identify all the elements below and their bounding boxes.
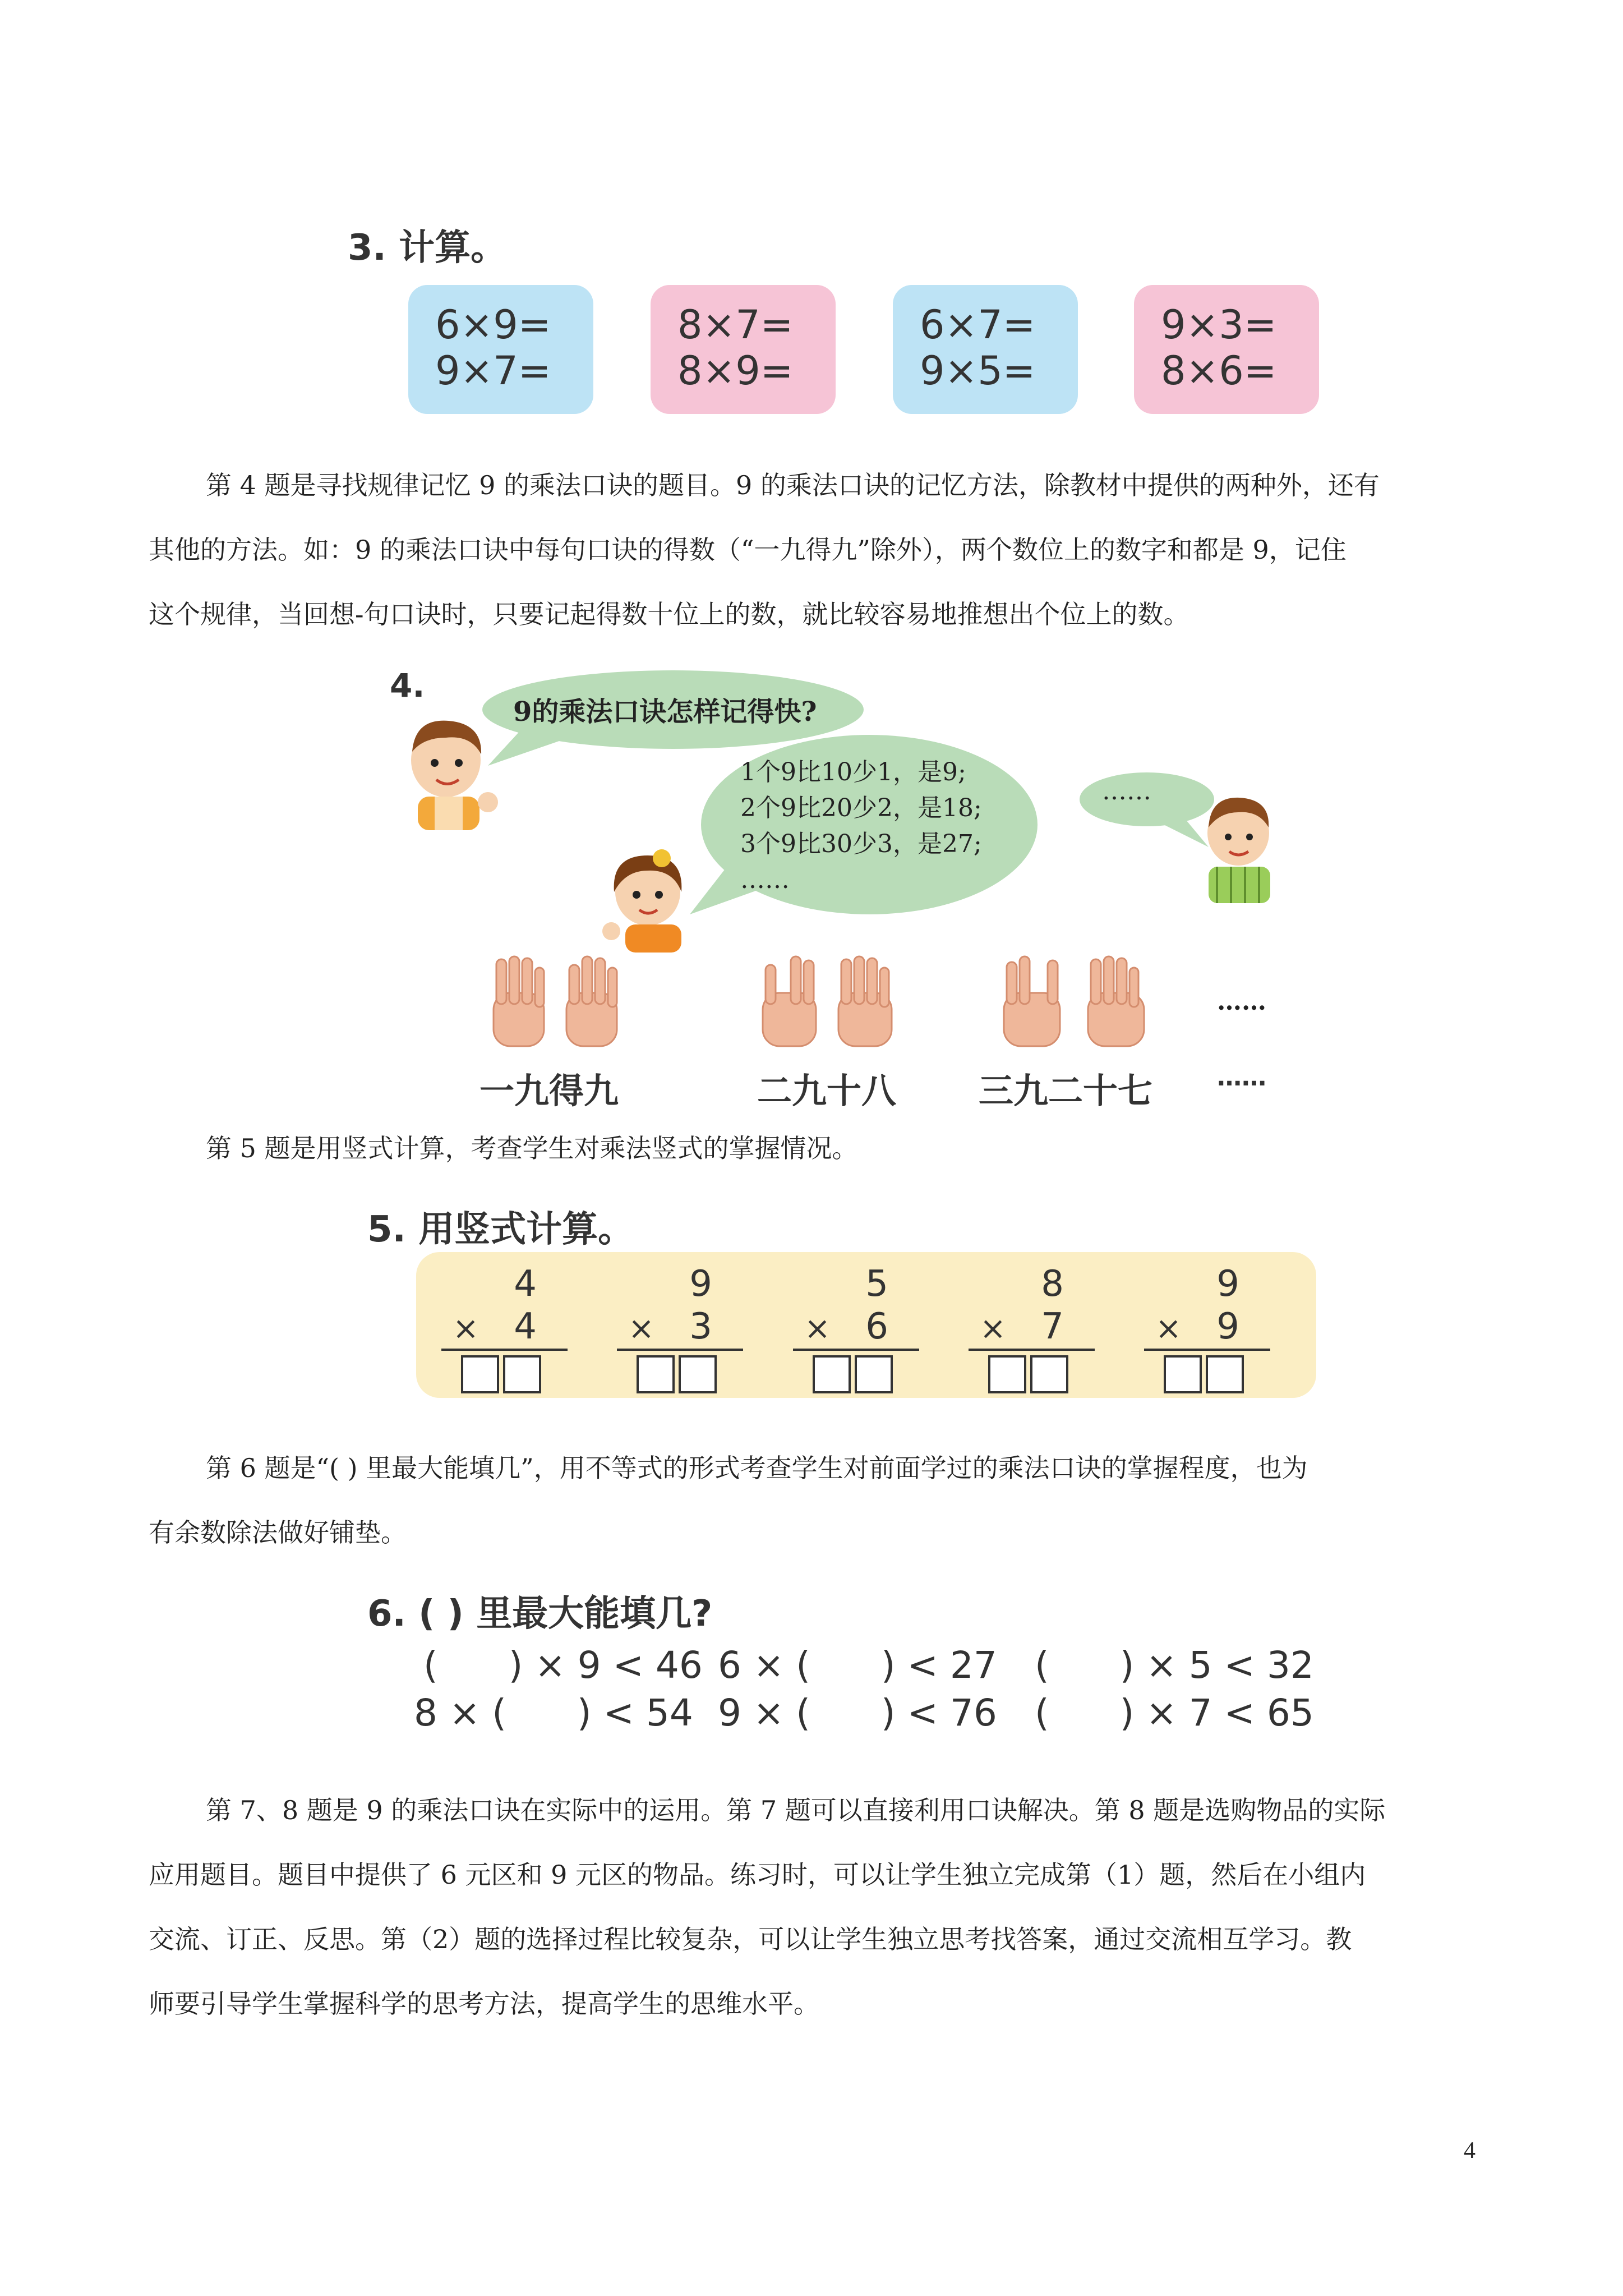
calc-card-1-line2: 9×7= — [435, 348, 551, 394]
multiplicand: 9 — [689, 1263, 712, 1305]
bubble-2-line: 1个9比10少1，是9; — [740, 758, 966, 786]
calc-card-2-line1: 8×7= — [677, 302, 794, 348]
hand-label-2: 二九十八 — [757, 1070, 897, 1111]
calc-card-3-line1: 6×7= — [920, 302, 1036, 348]
vertical-problem-3 — [793, 1252, 922, 1381]
boy-2-character-icon — [1195, 791, 1284, 903]
girl-character-icon — [594, 841, 707, 954]
multiplicand: 5 — [865, 1263, 888, 1305]
inequality-6: ( ) × 7 < 65 — [1035, 1691, 1314, 1734]
multiplier: 4 — [514, 1306, 537, 1347]
vertical-calc-panel — [416, 1252, 1316, 1398]
answer-box[interactable] — [813, 1355, 851, 1393]
calc-card-1-line1: 6×9= — [435, 302, 551, 348]
times-sign: × — [804, 1310, 831, 1347]
q3-title: 3. 计算。 — [348, 227, 507, 269]
calc-card-4 — [1134, 285, 1319, 414]
multiplicand: 8 — [1041, 1263, 1064, 1305]
times-sign: × — [453, 1310, 479, 1347]
bubble-2-line: …… — [740, 866, 790, 894]
hand-label-4: …… — [1217, 1063, 1266, 1092]
multiplier: 6 — [865, 1306, 888, 1347]
paragraph-line: 有余数除法做好铺垫。 — [149, 1517, 407, 1548]
paragraph-line: 这个规律，当回想-句口诀时，只要记起得数十位上的数，就比较容易地推想出个位上的数。 — [149, 599, 1189, 629]
paragraph-q7-q8 — [149, 1778, 1495, 2036]
times-sign: × — [1155, 1310, 1182, 1347]
paragraph-line: 其他的方法。如：9 的乘法口诀中每句口诀的得数（“一九得九”除外），两个数位上的数字和都是 9，记住 — [149, 535, 1347, 565]
vertical-problem-5 — [1144, 1252, 1273, 1381]
q4-number: 4. — [390, 666, 425, 705]
hands-2-icon — [757, 954, 903, 1049]
result-line — [1144, 1349, 1270, 1351]
calc-card-4-line1: 9×3= — [1161, 302, 1277, 348]
q5-title: 5. 用竖式计算。 — [367, 1209, 634, 1250]
vertical-problem-1 — [441, 1252, 570, 1381]
calc-card-3-line2: 9×5= — [920, 348, 1036, 394]
bubble-3-text: …… — [1102, 777, 1151, 806]
paragraph-line: 第 7、8 题是 9 的乘法口诀在实际中的运用。第 7 题可以直接利用口诀解决。第 8 题是选购物品的实际 — [206, 1795, 1386, 1825]
calc-card-3 — [893, 285, 1078, 414]
result-line — [441, 1349, 568, 1351]
paragraph-line: 第 6 题是“( ) 里最大能填几”，用不等式的形式考查学生对前面学过的乘法口诀的掌握程度，也为 — [206, 1453, 1308, 1483]
bubble-1-text: 9的乘法口诀怎样记得快? — [513, 696, 817, 728]
inequality-1: ( ) × 9 < 46 — [423, 1644, 703, 1687]
paragraph-q4-intro — [149, 453, 1495, 647]
result-line — [793, 1349, 919, 1351]
answer-box[interactable] — [1206, 1355, 1244, 1393]
multiplier: 7 — [1041, 1306, 1064, 1347]
inequality-3: ( ) × 5 < 32 — [1035, 1644, 1314, 1687]
calc-card-2-line2: 8×9= — [677, 348, 794, 394]
q6-title: 6. ( ) 里最大能填几? — [367, 1593, 713, 1635]
answer-box[interactable] — [637, 1355, 675, 1393]
bubble-2-line: 3个9比30少3，是27; — [740, 830, 982, 858]
times-sign: × — [628, 1310, 654, 1347]
answer-box[interactable] — [1164, 1355, 1202, 1393]
multiplicand: 4 — [514, 1263, 537, 1305]
answer-box[interactable] — [988, 1355, 1026, 1393]
result-line — [617, 1349, 743, 1351]
hands-3-icon — [998, 954, 1155, 1049]
paragraph-line: 第 4 题是寻找规律记忆 9 的乘法口诀的题目。9 的乘法口诀的记忆方法，除教材中提供的两种外，还有 — [206, 470, 1380, 500]
calc-card-4-line2: 8×6= — [1161, 348, 1277, 394]
paragraph-q5-intro — [206, 1116, 1496, 1181]
vertical-problem-2 — [617, 1252, 746, 1381]
multiplicand: 9 — [1216, 1263, 1239, 1305]
inequality-4: 8 × ( ) < 54 — [414, 1691, 693, 1734]
paragraph-line: 交流、订正、反思。第（2）题的选择过程比较复杂，可以让学生独立思考找答案，通过交流相互学习。教 — [149, 1924, 1352, 1954]
hands-1-icon — [488, 954, 628, 1049]
answer-box[interactable] — [1030, 1355, 1068, 1393]
paragraph-line: 应用题目。题目中提供了 6 元区和 9 元区的物品。练习时，可以让学生独立完成第（1）题，然后在小组内 — [149, 1860, 1366, 1890]
hand-label-3: 三九二十七 — [979, 1070, 1153, 1111]
hands-continuation-dots: …… — [1217, 987, 1266, 1016]
answer-box[interactable] — [503, 1355, 541, 1393]
hand-label-1: 一九得九 — [479, 1070, 619, 1111]
answer-box[interactable] — [461, 1355, 499, 1393]
calc-card-1 — [408, 285, 593, 414]
bubble-2-line: 2个9比20少2，是18; — [740, 794, 982, 822]
result-line — [969, 1349, 1095, 1351]
answer-box[interactable] — [679, 1355, 717, 1393]
multiplier: 9 — [1216, 1306, 1239, 1347]
paragraph-line: 师要引导学生掌握科学的思考方法，提高学生的思维水平。 — [149, 1989, 819, 2019]
answer-box[interactable] — [855, 1355, 893, 1393]
page-number: 4 — [1464, 2138, 1476, 2164]
inequality-5: 9 × ( ) < 76 — [718, 1691, 997, 1734]
times-sign: × — [980, 1310, 1006, 1347]
calc-card-2 — [651, 285, 836, 414]
bubble-2-text — [740, 754, 982, 898]
paragraph-q6-intro — [149, 1436, 1495, 1565]
vertical-problem-4 — [969, 1252, 1098, 1381]
multiplier: 3 — [689, 1306, 712, 1347]
inequality-2: 6 × ( ) < 27 — [718, 1644, 997, 1687]
paragraph-line: 第 5 题是用竖式计算，考查学生对乘法竖式的掌握情况。 — [206, 1133, 858, 1163]
